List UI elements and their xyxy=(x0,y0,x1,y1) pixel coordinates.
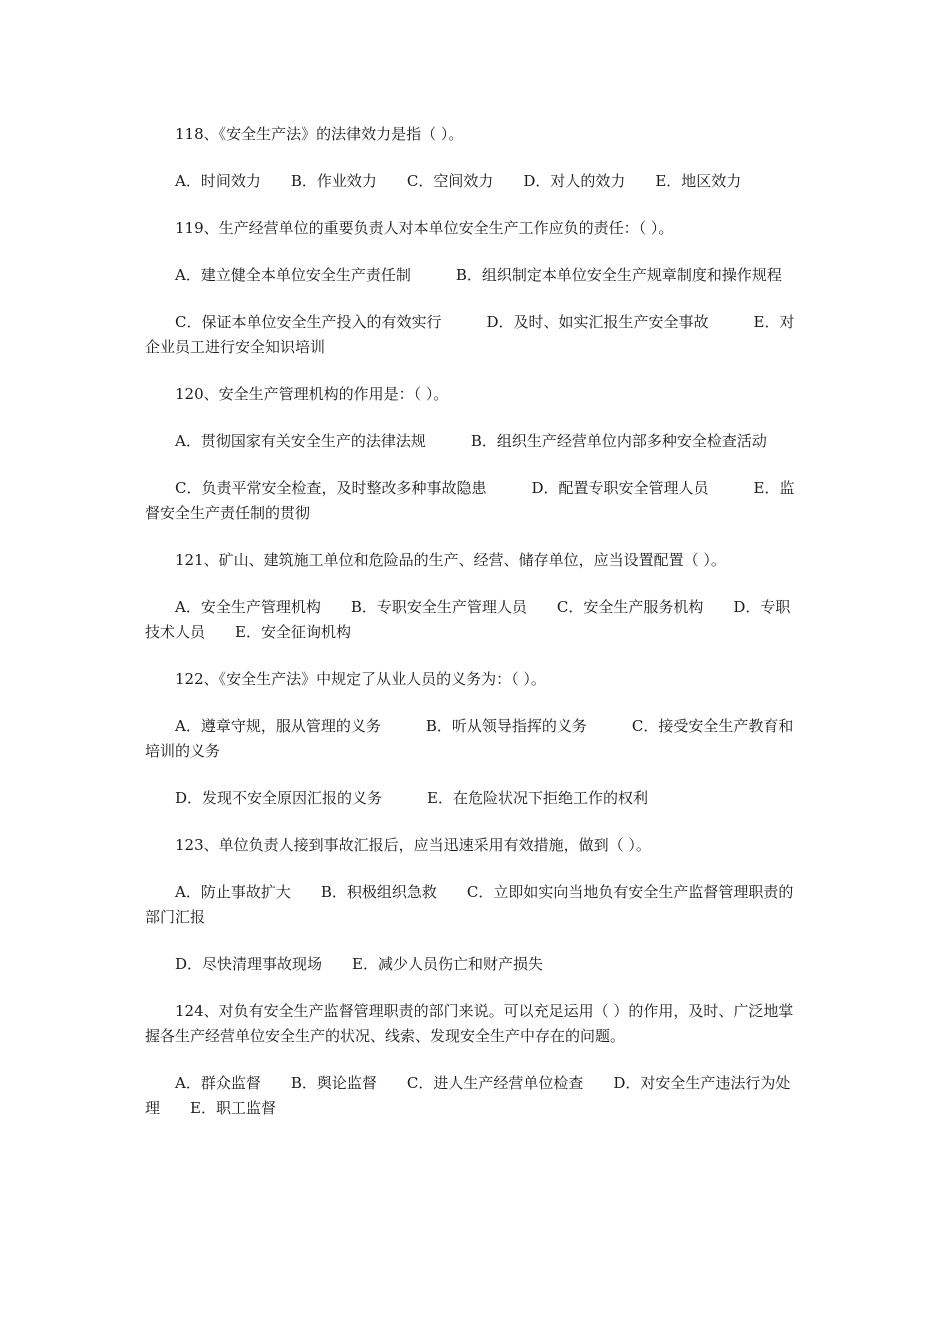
question-120-options-2: C．负责平常安全检查，及时整改多种事故隐患 D．配置专职安全管理人员 E．监督安全生产责任制的贯彻 xyxy=(145,479,795,522)
question-118-options: A．时间效力 B．作业效力 C．空间效力 D．对人的效力 E．地区效力 xyxy=(175,172,742,190)
question-121: 121、矿山、建筑施工单位和危险品的生产、经营、储存单位，应当设置配置（ ）。 xyxy=(175,551,726,569)
question-120: 120、安全生产管理机构的作用是：（ ）。 xyxy=(175,385,449,403)
question-120-options-1: A．贯彻国家有关安全生产的法律法规 B．组织生产经营单位内部多种安全检查活动 xyxy=(175,432,767,450)
question-118: 118、《安全生产法》的法律效力是指（ ）。 xyxy=(175,125,464,143)
document-body xyxy=(145,122,805,1143)
question-124-options: A．群众监督 B．舆论监督 C．进人生产经营单位检查 D．对安全生产违法行为处理 E．职工监督 xyxy=(145,1074,791,1117)
question-122: 122、《安全生产法》中规定了从业人员的义务为：（ ）。 xyxy=(175,670,546,688)
question-123-options-1: A．防止事故扩大 B．积极组织急救 C．立即如实向当地负有安全生产监督管理职责的部门汇报 xyxy=(145,883,794,926)
question-122-options-2: D．发现不安全原因汇报的义务 E．在危险状况下拒绝工作的权利 xyxy=(175,789,648,807)
question-124: 124、对负有安全生产监督管理职责的部门来说。可以充足运用（ ）的作用，及时、广泛地掌握各生产经营单位安全生产的状况、线索、发现安全生产中存在的问题。 xyxy=(145,1002,794,1045)
question-119-options-1: A．建立健全本单位安全生产责任制 B．组织制定本单位安全生产规章制度和操作规程 xyxy=(175,266,782,284)
question-123-options-2: D．尽快清理事故现场 E．减少人员伤亡和财产损失 xyxy=(175,955,543,973)
question-123: 123、单位负责人接到事故汇报后，应当迅速采用有效措施，做到（ ）。 xyxy=(175,836,651,854)
question-119-options-2: C．保证本单位安全生产投入的有效实行 D．及时、如实汇报生产安全事故 E．对企业员工进行安全知识培训 xyxy=(145,313,795,356)
question-119: 119、生产经营单位的重要负责人对本单位安全生产工作应负的责任：（ ）。 xyxy=(175,219,674,237)
question-121-options: A．安全生产管理机构 B．专职安全生产管理人员 C．安全生产服务机构 D．专职技术人员 E．安全征询机构 xyxy=(145,598,791,641)
question-122-options-1: A．遵章守规，服从管理的义务 B．听从领导指挥的义务 C．接受安全生产教育和培训的义务 xyxy=(145,717,794,760)
